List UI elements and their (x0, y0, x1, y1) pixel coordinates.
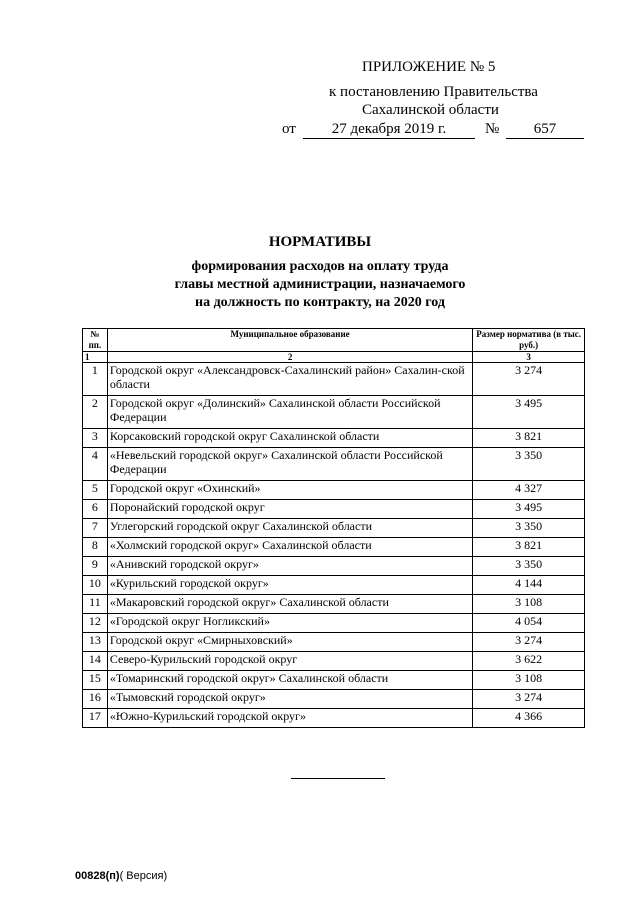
table-row (83, 500, 585, 519)
table-header-row (83, 329, 585, 352)
row-municipality: «Курильский городской округ» (107, 576, 472, 595)
row-number: 4 (83, 448, 108, 481)
row-number: 14 (83, 652, 108, 671)
table-row (83, 652, 585, 671)
row-norm-value: 3 274 (473, 633, 585, 652)
document-version: ( Версия) (119, 870, 168, 882)
row-municipality: «Анивский городской округ» (107, 557, 472, 576)
row-municipality: «Городской округ Ногликский» (107, 614, 472, 633)
subtitle-line-1: формирования расходов на оплату труда (191, 259, 449, 274)
table-row (83, 557, 585, 576)
row-number: 5 (83, 481, 108, 500)
table-row (83, 363, 585, 396)
row-norm-value: 3 274 (473, 363, 585, 396)
index-cell: 3 (473, 352, 585, 363)
row-municipality: «Невельский городской округ» Сахалинской области Российской Федерации (107, 448, 472, 481)
row-municipality: Северо-Курильский городской округ (107, 652, 472, 671)
row-number: 1 (83, 363, 108, 396)
row-norm-value: 3 350 (473, 519, 585, 538)
row-municipality: Городской округ «Охинский» (107, 481, 472, 500)
document-footer (75, 870, 167, 882)
row-number: 13 (83, 633, 108, 652)
row-municipality: Городской округ «Долинский» Сахалинской области Российской Федерации (107, 396, 472, 429)
row-norm-value: 3 108 (473, 671, 585, 690)
row-number: 9 (83, 557, 108, 576)
page-subtitle (0, 258, 640, 312)
row-norm-value: 4 054 (473, 614, 585, 633)
row-number: 17 (83, 709, 108, 728)
row-municipality: «Холмский городской округ» Сахалинской области (107, 538, 472, 557)
appendix-line-2: Сахалинской области (362, 102, 499, 118)
table-row (83, 429, 585, 448)
row-norm-value: 4 327 (473, 481, 585, 500)
subtitle-line-3: на должность по контракту, на 2020 год (195, 295, 445, 310)
row-norm-value: 3 622 (473, 652, 585, 671)
table-row (83, 396, 585, 429)
row-number: 10 (83, 576, 108, 595)
row-municipality: Корсаковский городской округ Сахалинской области (107, 429, 472, 448)
number-label: № (485, 121, 500, 137)
row-municipality: Поронайский городской округ (107, 500, 472, 519)
document-code: 00828(п) (75, 870, 120, 882)
table-row (83, 595, 585, 614)
row-number: 3 (83, 429, 108, 448)
row-norm-value: 3 350 (473, 448, 585, 481)
row-norm-value: 3 274 (473, 690, 585, 709)
row-norm-value: 3 495 (473, 396, 585, 429)
row-norm-value: 4 144 (473, 576, 585, 595)
row-norm-value: 3 821 (473, 538, 585, 557)
index-cell: 2 (107, 352, 472, 363)
table-row (83, 614, 585, 633)
table-row (83, 709, 585, 728)
separator-line (291, 778, 385, 779)
row-norm-value: 3 108 (473, 595, 585, 614)
page-title: НОРМАТИВЫ (268, 234, 372, 250)
row-number: 6 (83, 500, 108, 519)
row-municipality: «Макаровский городской округ» Сахалинской области (107, 595, 472, 614)
row-municipality: Городской округ «Александровск-Сахалинский район» Сахалин-ской области (107, 363, 472, 396)
row-norm-value: 3 495 (473, 500, 585, 519)
norms-table (82, 328, 585, 728)
table-row (83, 633, 585, 652)
row-municipality: «Южно-Курильский городской округ» (107, 709, 472, 728)
index-cell: 1 (83, 352, 108, 363)
appendix-line-1: к постановлению Правительства (329, 84, 538, 100)
table-row (83, 481, 585, 500)
row-norm-value: 3 821 (473, 429, 585, 448)
header-municipality: Муниципальное образование (107, 329, 472, 352)
row-norm-value: 4 366 (473, 709, 585, 728)
table-row (83, 671, 585, 690)
table-row (83, 519, 585, 538)
table-index-row (83, 352, 585, 363)
table-row (83, 538, 585, 557)
appendix-title: ПРИЛОЖЕНИЕ № 5 (362, 59, 496, 75)
row-number: 15 (83, 671, 108, 690)
row-number: 8 (83, 538, 108, 557)
decree-date: 27 декабря 2019 г. (303, 120, 475, 139)
table-row (83, 576, 585, 595)
table-row (83, 448, 585, 481)
row-municipality: «Томаринский городской округ» Сахалинской области (107, 671, 472, 690)
row-norm-value: 3 350 (473, 557, 585, 576)
header-norm-value: Размер норматива (в тыс. руб.) (473, 329, 585, 352)
row-number: 12 (83, 614, 108, 633)
row-number: 16 (83, 690, 108, 709)
row-number: 7 (83, 519, 108, 538)
row-municipality: «Тымовский городской округ» (107, 690, 472, 709)
row-number: 11 (83, 595, 108, 614)
row-number: 2 (83, 396, 108, 429)
row-municipality: Углегорский городской округ Сахалинской области (107, 519, 472, 538)
decree-number: 657 (506, 120, 584, 139)
header-number: № пп. (83, 329, 108, 352)
row-municipality: Городской округ «Смирныховский» (107, 633, 472, 652)
from-label: от (282, 121, 296, 137)
subtitle-line-2: главы местной администрации, назначаемого (174, 277, 466, 292)
table-row (83, 690, 585, 709)
